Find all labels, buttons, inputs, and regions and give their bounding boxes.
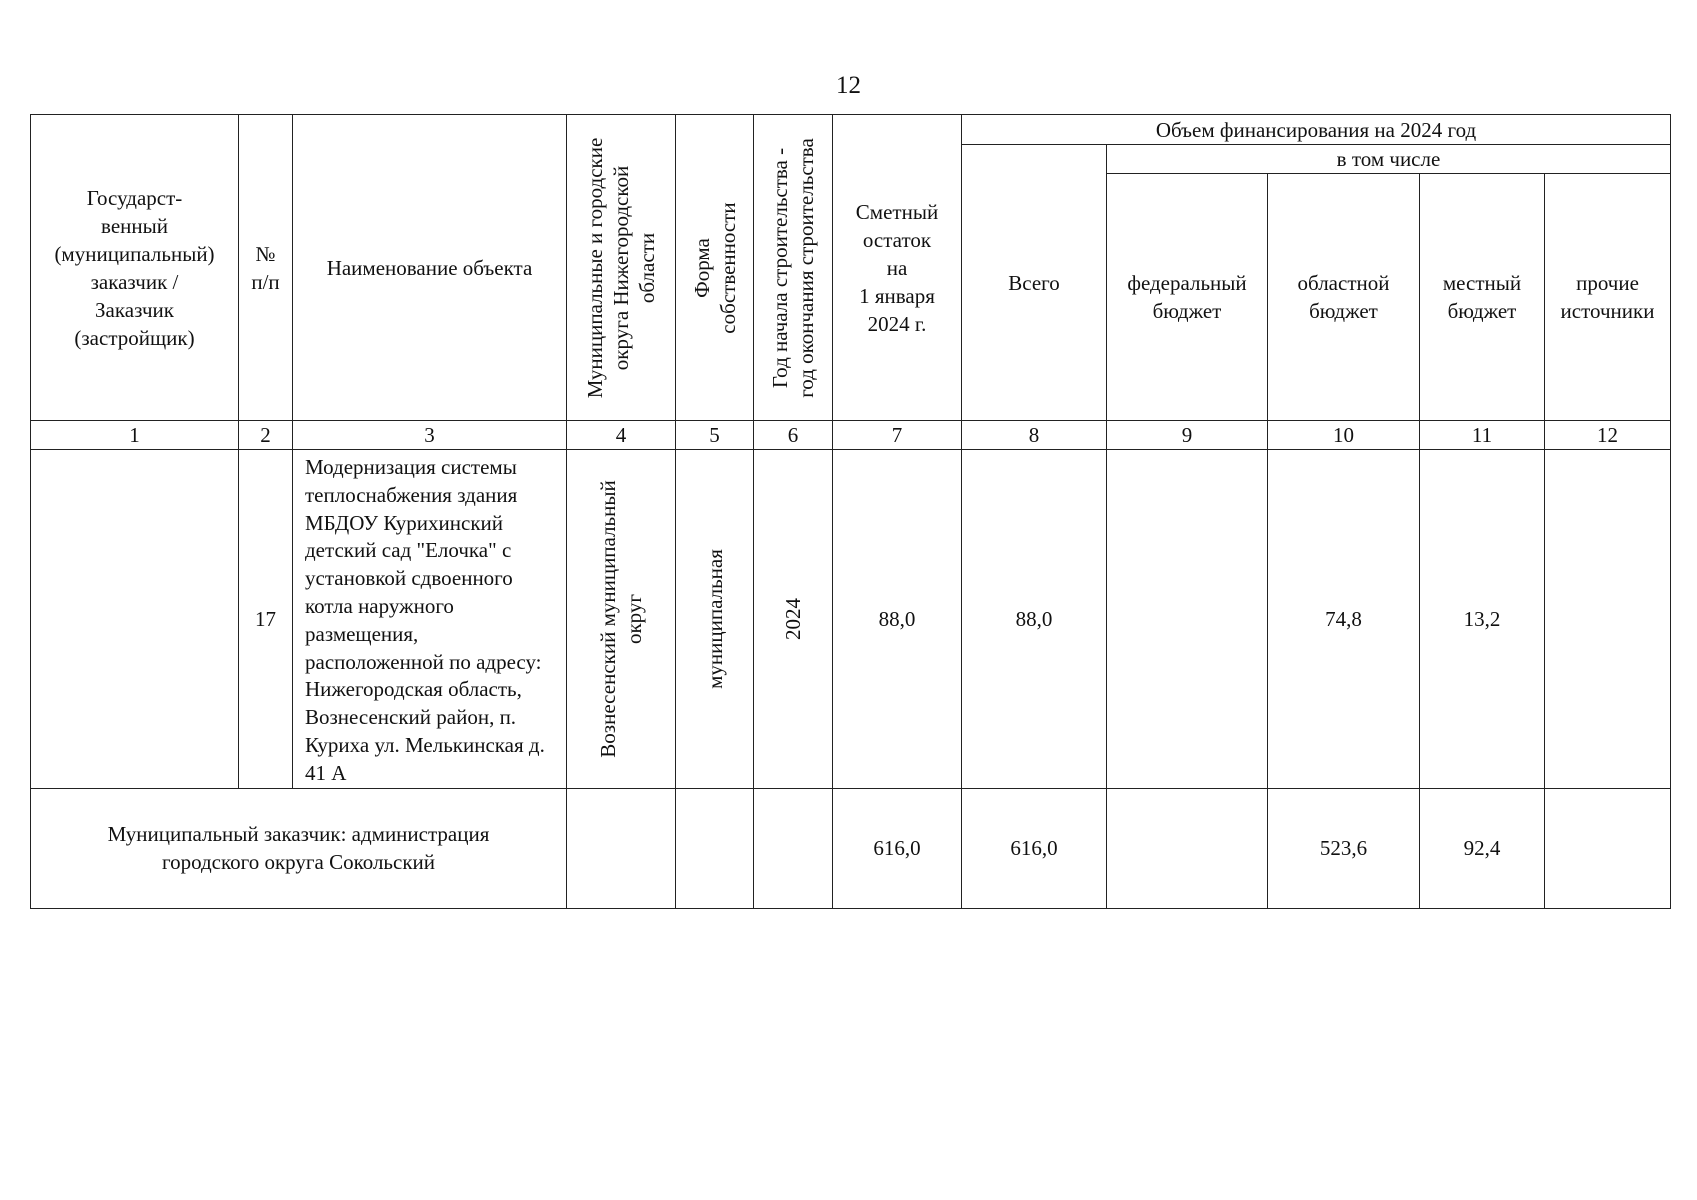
summary-local: 92,4 (1420, 788, 1545, 908)
summary-row (31, 788, 1671, 908)
column-number: 10 (1268, 421, 1420, 450)
column-number: 1 (31, 421, 239, 450)
column-number: 7 (833, 421, 962, 450)
header-row-1 (31, 115, 1671, 145)
row-customer (31, 450, 239, 789)
header-funding-group: Объем финансирования на 2024 год (962, 115, 1671, 145)
row-object-name: Модернизация системы теплоснабжения здания МБДОУ Курихинский детский сад "Елочка" с установкой сдвоенного котла наружного размещения, расположенной по адресу: Нижегородская область, Вознесенский район, п. Куриха ул. Мелькинская д. 41 А (293, 450, 567, 789)
header-including: в том числе (1107, 145, 1671, 174)
header-federal: федеральный бюджет (1107, 174, 1268, 421)
financing-table (30, 114, 1671, 909)
summary-label: Муниципальный заказчик: администрация городского округа Сокольский (31, 788, 567, 908)
summary-ownership (676, 788, 754, 908)
header-other: прочие источники (1545, 174, 1671, 421)
column-number: 2 (239, 421, 293, 450)
column-number: 6 (754, 421, 833, 450)
row-years: 2024 (754, 450, 833, 789)
row-total: 88,0 (962, 450, 1107, 789)
column-number: 12 (1545, 421, 1671, 450)
column-number: 5 (676, 421, 754, 450)
row-estimate-balance: 88,0 (833, 450, 962, 789)
row-district: Вознесенский муниципальный округ (567, 450, 676, 789)
row-ownership: муниципальная (676, 450, 754, 789)
column-numbers-row (31, 421, 1671, 450)
summary-other (1545, 788, 1671, 908)
table-row (31, 450, 1671, 789)
header-district: Муниципальные и городские округа Нижегородской области (567, 115, 676, 421)
summary-federal (1107, 788, 1268, 908)
summary-total: 616,0 (962, 788, 1107, 908)
column-number: 11 (1420, 421, 1545, 450)
header-regional: областной бюджет (1268, 174, 1420, 421)
summary-regional: 523,6 (1268, 788, 1420, 908)
header-local: местный бюджет (1420, 174, 1545, 421)
summary-estimate-balance: 616,0 (833, 788, 962, 908)
row-federal (1107, 450, 1268, 789)
column-number: 4 (567, 421, 676, 450)
header-estimate-balance: Сметный остаток на 1 января 2024 г. (833, 115, 962, 421)
page-number: 12 (836, 72, 861, 99)
header-ownership: Форма собственности (676, 115, 754, 421)
column-number: 3 (293, 421, 567, 450)
row-regional: 74,8 (1268, 450, 1420, 789)
header-object-name: Наименование объекта (293, 115, 567, 421)
header-total: Всего (962, 145, 1107, 421)
column-number: 8 (962, 421, 1107, 450)
row-number: 17 (239, 450, 293, 789)
row-local: 13,2 (1420, 450, 1545, 789)
header-number: № п/п (239, 115, 293, 421)
header-years: Год начала строительства - год окончания строительства (754, 115, 833, 421)
column-number: 9 (1107, 421, 1268, 450)
header-customer: Государст- венный (муниципальный) заказчик / Заказчик (застройщик) (31, 115, 239, 421)
summary-years (754, 788, 833, 908)
summary-district (567, 788, 676, 908)
row-other (1545, 450, 1671, 789)
